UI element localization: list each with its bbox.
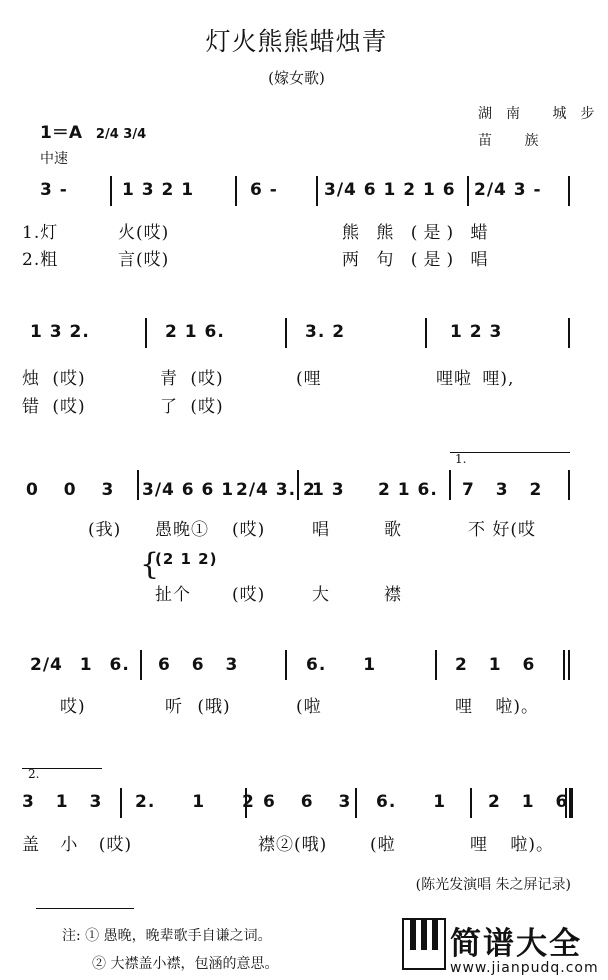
measure-notes: 3. 2 [305, 322, 346, 342]
lyric-line: (啦 [370, 835, 396, 855]
lyric-line: 哩 啦)。 [470, 835, 555, 855]
measure-notes: 2. 1 2 [135, 792, 255, 812]
tempo-marking: 中速 [40, 151, 68, 167]
lyric-line: (我) [88, 520, 122, 540]
key-signature: 1＝A 2/4 3/4 [40, 123, 147, 143]
watermark-brand: 简谱大全 [450, 926, 582, 962]
measure-notes: 7 3 2 [462, 480, 543, 500]
lyric-line: 唱 [312, 520, 330, 540]
lyric-line: 熊 熊 (是) 蜡 [342, 223, 494, 243]
lyric-line: 襟②(哦) [258, 835, 328, 855]
measure-notes: 6 6 3 [263, 792, 352, 812]
lyric-line: 襟 [384, 585, 402, 605]
lyric-line: 大 [312, 585, 330, 605]
measure-notes: 6 - [250, 180, 278, 200]
footnote: 注: ① 愚晚，晚辈歌手自谦之词。 [62, 928, 272, 944]
measure-notes: 1 3 2. [30, 322, 90, 342]
lyric-line: 言(哎) [118, 250, 170, 270]
measure-notes: 1 3 2 1 [122, 180, 195, 200]
measure-notes: 3/4 6 6 1 [142, 480, 235, 500]
time-signature: 2/4 3/4 [95, 127, 147, 142]
watermark-url: www.jianpudq.com [450, 960, 599, 976]
measure-notes: 1 2 3 [450, 322, 503, 342]
measure-notes: 2 1 6 [455, 655, 536, 675]
lyric-line: (哩 [296, 369, 322, 389]
measure-notes: 6 6 3 [158, 655, 239, 675]
lyric-line: 青 (哎) [160, 369, 224, 389]
measure-notes: 6. 1 [306, 655, 377, 675]
lyric-variant: (2 1 2) [155, 550, 218, 568]
lyric-line: 哎) [60, 697, 86, 717]
lyric-line: 火(哎) [118, 223, 170, 243]
page-title: 灯火熊熊蜡烛青 [205, 27, 388, 56]
lyric-line: (哎) [232, 585, 266, 605]
lyric-line: 错 (哎) [22, 397, 86, 417]
lyric-line: 愚晚① [155, 520, 209, 540]
measure-notes: 2 1 6. [378, 480, 438, 500]
lyric-line: 哩 啦)。 [455, 697, 540, 717]
measure-notes: 0 0 3 [26, 480, 115, 500]
subtitle: (嫁女歌) [268, 69, 325, 87]
lyric-line: 2.粗 [22, 250, 59, 270]
measure-notes: 2 1 6 [488, 792, 569, 812]
measure-notes: 1 3 [312, 480, 345, 500]
measure-notes: 2 1 6. [165, 322, 225, 342]
measure-notes: 3 - [40, 180, 68, 200]
footnote: ② 大襟盖小襟，包涵的意思。 [92, 956, 279, 972]
watermark-logo [402, 918, 599, 978]
lyric-line: 不 好(哎 [468, 520, 537, 540]
measure-notes: 2/4 1 6. [30, 655, 130, 675]
piano-keys-icon [402, 918, 446, 970]
lyric-line: 烛 (哎) [22, 369, 86, 389]
origin-region: 湖南 城步 [478, 106, 608, 122]
footnote-divider [36, 908, 134, 909]
measure-notes: 3 1 3 [22, 792, 103, 812]
lyric-line: (哎) [232, 520, 266, 540]
lyric-line: 扯个 [155, 585, 191, 605]
measure-notes: 2/4 3 - [474, 180, 542, 200]
performer-credit: (陈光发演唱 朱之屏记录) [415, 877, 571, 893]
lyric-line: 盖 小 (哎) [22, 835, 133, 855]
measure-notes: 6. 1 [376, 792, 447, 812]
lyric-line: 了 (哎) [160, 397, 224, 417]
measure-notes: 3/4 6 1 2 1 6 [324, 180, 456, 200]
measure-notes: 2/4 3. 2 [236, 480, 316, 500]
lyric-line: 两 句 (是) 唱 [342, 250, 494, 270]
lyric-line: 哩啦 哩), [436, 369, 515, 389]
lyric-line: 歌 [384, 520, 402, 540]
volta-first-ending: 1. [455, 452, 467, 466]
lyric-line: 1.灯 [22, 223, 59, 243]
origin-people: 苗 族 [478, 133, 553, 149]
volta-second-ending: 2. [28, 767, 40, 781]
lyric-line: (啦 [296, 697, 322, 717]
lyric-line: 听 (哦) [165, 697, 231, 717]
